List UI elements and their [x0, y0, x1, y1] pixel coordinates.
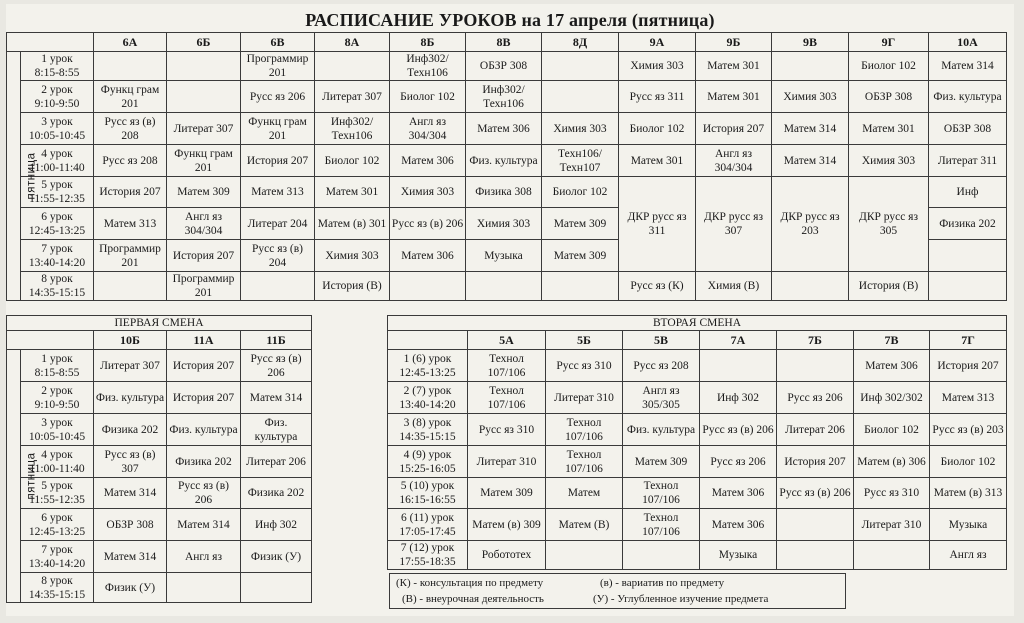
lesson-cell: Физика 308 [466, 177, 542, 208]
class-header: 10Б [94, 331, 167, 350]
lesson-cell: Русс яз 208 [94, 145, 167, 177]
lesson-cell: Химия 303 [315, 240, 390, 272]
lesson-cell: История (В) [849, 272, 929, 301]
lesson-number: 8 урок [41, 273, 73, 285]
legend-variative: (в) - вариатив по предмету [600, 577, 725, 589]
schedule-row [7, 573, 312, 603]
lesson-cell [167, 52, 241, 81]
lesson-cell: Русс яз (в) 208 [94, 113, 167, 145]
lesson-number: 8 урок [41, 574, 73, 587]
lesson-cell: Технол 107/106 [546, 414, 623, 446]
lesson-cell: Химия 303 [772, 81, 849, 113]
lesson-cell: Матем 301 [696, 52, 772, 81]
lesson-number: 6 урок [41, 511, 73, 524]
lesson-cell: Литерат 307 [167, 113, 241, 145]
class-header: 7Б [777, 331, 854, 350]
lesson-cell: Матем [546, 478, 623, 509]
class-header: 9А [619, 33, 696, 52]
period-cell [388, 382, 468, 414]
class-header: 5Б [546, 331, 623, 350]
period-cell [21, 272, 94, 301]
lesson-cell: Русс яз (в) 206 [167, 478, 241, 509]
lesson-cell: Биолог 102 [619, 113, 696, 145]
day-text: пятница [25, 152, 38, 200]
lesson-cell: Англ яз 305/305 [623, 382, 700, 414]
lesson-number: 5 урок [41, 480, 73, 492]
dkr-cell: ДКР русс яз 203 [772, 177, 849, 272]
lesson-cell: Матем 301 [849, 113, 929, 145]
dkr-cell: ДКР русс яз 311 [619, 177, 696, 272]
lesson-cell: ОБЗР 308 [929, 113, 1007, 145]
lesson-cell: История 207 [167, 350, 241, 382]
lesson-time: 12:45-13:25 [399, 366, 456, 379]
lesson-cell [167, 573, 241, 603]
lesson-number: 2 урок [41, 384, 73, 397]
lesson-cell: Русс яз 310 [546, 350, 623, 382]
first-shift-label: ПЕРВАЯ СМЕНА [7, 316, 312, 331]
lesson-cell: Физик (У) [241, 541, 312, 573]
lesson-cell: Русс яз (в) 204 [241, 240, 315, 272]
schedule-row [388, 382, 1007, 414]
lesson-cell: Музыка [466, 240, 542, 272]
lesson-cell: Биолог 102 [849, 52, 929, 81]
lesson-cell: Литерат 204 [241, 208, 315, 240]
lesson-cell: Технол 107/106 [623, 478, 700, 509]
day-label [7, 52, 38, 301]
lesson-cell: Технол 107/106 [468, 382, 546, 414]
lesson-cell: История 207 [777, 446, 854, 478]
class-header: 11Б [241, 331, 312, 350]
lesson-cell: Матем (в) 309 [468, 509, 546, 541]
class-header: 6Б [167, 33, 241, 52]
class-header: 8В [466, 33, 542, 52]
lesson-cell: Инф302/ Техн106 [390, 52, 466, 81]
schedule-row [7, 478, 312, 509]
lesson-cell: Русс яз (в) 206 [241, 350, 312, 382]
lesson-cell: Литерат 310 [854, 509, 930, 541]
lesson-cell [241, 573, 312, 603]
lesson-cell: Физик (У) [94, 573, 167, 603]
lesson-cell: Химия 303 [542, 113, 619, 145]
lesson-time: 11:00-11:40 [29, 161, 85, 174]
lesson-cell: Программир 201 [167, 272, 241, 301]
lesson-time: 11:00-11:40 [29, 462, 85, 475]
lesson-cell [772, 52, 849, 81]
lesson-cell: История 207 [696, 113, 772, 145]
lesson-cell: Программир 201 [94, 240, 167, 272]
lesson-cell: Русс яз (К) [619, 272, 696, 301]
lesson-cell: Русс яз 310 [468, 414, 546, 446]
class-header: 9Г [849, 33, 929, 52]
class-header: 5В [623, 331, 700, 350]
lesson-number: 2 урок [41, 83, 73, 96]
lesson-cell: Инф [929, 177, 1007, 208]
lesson-time: 14:35-15:15 [28, 287, 86, 299]
lesson-cell: Литерат 206 [777, 414, 854, 446]
lesson-number: 2 (7) урок [403, 384, 452, 397]
lesson-number: 3 (8) урок [403, 416, 452, 429]
lesson-cell: Матем 314 [772, 113, 849, 145]
lesson-cell: Физ. культура [929, 81, 1007, 113]
lesson-cell: Матем 309 [623, 446, 700, 478]
lesson-cell: Химия 303 [849, 145, 929, 177]
lesson-cell: Англ яз 304/304 [167, 208, 241, 240]
lesson-number: 7 урок [41, 242, 73, 255]
lesson-cell [772, 272, 849, 301]
lesson-cell: Физика 202 [929, 208, 1007, 240]
lesson-cell: Инф302/ Техн106 [466, 81, 542, 113]
lesson-cell: ОБЗР 308 [94, 509, 167, 541]
lesson-cell [167, 81, 241, 113]
lesson-time: 11:55-12:35 [29, 193, 85, 205]
lesson-cell: Биолог 102 [315, 145, 390, 177]
lesson-cell: Матем 314 [167, 509, 241, 541]
legend-extracurricular: (В) - внеурочная деятельность [402, 593, 544, 605]
lesson-number: 6 урок [41, 210, 73, 223]
schedule-row [7, 350, 312, 382]
lesson-cell: Матем 314 [772, 145, 849, 177]
lesson-cell: Биолог 102 [390, 81, 466, 113]
lesson-cell: Русс яз 310 [854, 478, 930, 509]
lesson-number: 7 урок [41, 543, 73, 556]
legend-advanced: (У) - Углубленное изучение предмета [593, 593, 769, 605]
class-header: 9В [772, 33, 849, 52]
lesson-cell: Функц грам 201 [241, 113, 315, 145]
lesson-cell: Матем (В) [546, 509, 623, 541]
lesson-cell: Русс яз 206 [241, 81, 315, 113]
lesson-cell [777, 541, 854, 570]
lesson-cell [542, 272, 619, 301]
lesson-cell: Матем 306 [390, 240, 466, 272]
lesson-time: 10:05-10:45 [28, 129, 86, 142]
second-shift-label: ВТОРАЯ СМЕНА [388, 316, 1007, 331]
lesson-cell [929, 272, 1007, 301]
lesson-cell [854, 541, 930, 570]
lesson-number: 4 урок [41, 147, 73, 160]
lesson-cell: Матем 314 [929, 52, 1007, 81]
lesson-cell: Химия 303 [390, 177, 466, 208]
period-cell [21, 52, 94, 81]
lesson-cell [623, 541, 700, 570]
lesson-number: 6 (11) урок [400, 511, 455, 524]
schedule-row [7, 414, 312, 446]
lesson-time: 9:10-9:50 [34, 97, 80, 110]
lesson-cell: Матем (в) 313 [930, 478, 1007, 509]
lesson-cell: Биолог 102 [542, 177, 619, 208]
lesson-cell [94, 52, 167, 81]
schedule-row [7, 145, 1007, 177]
lesson-cell: Музыка [700, 541, 777, 570]
schedule-row [7, 382, 312, 414]
lesson-time: 17:55-18:35 [399, 556, 456, 568]
lesson-cell: Русс яз (в) 307 [94, 446, 167, 478]
lesson-cell: Химия (В) [696, 272, 772, 301]
lesson-cell: Физ. культура [466, 145, 542, 177]
lesson-time: 16:15-16:55 [399, 494, 456, 506]
lesson-cell: Матем 306 [854, 350, 930, 382]
lesson-number: 4 (9) урок [403, 448, 452, 461]
period-cell [388, 541, 468, 570]
lesson-cell: Физ. культура [241, 414, 312, 446]
lesson-cell: Физика 202 [167, 446, 241, 478]
lesson-cell: Матем 309 [542, 240, 619, 272]
lesson-cell [542, 81, 619, 113]
schedule-row [388, 446, 1007, 478]
lesson-cell [241, 272, 315, 301]
lesson-number: 7 (12) урок [400, 542, 455, 554]
day-text: пятница [25, 452, 38, 500]
lesson-cell: Литерат 311 [929, 145, 1007, 177]
corner-cell [7, 331, 94, 350]
schedule-row [7, 177, 1007, 208]
period-cell [21, 382, 94, 414]
lesson-cell: Матем 313 [241, 177, 315, 208]
lesson-cell: Технол 107/106 [468, 350, 546, 382]
dkr-cell: ДКР русс яз 307 [696, 177, 772, 272]
lesson-cell [542, 52, 619, 81]
schedule-row [388, 414, 1007, 446]
lesson-cell [777, 350, 854, 382]
lesson-cell: Русс яз (в) 203 [930, 414, 1007, 446]
lesson-cell: Литерат 206 [241, 446, 312, 478]
legend [389, 573, 846, 609]
lesson-cell: Англ яз [167, 541, 241, 573]
schedule-row [7, 113, 1007, 145]
period-cell [388, 478, 468, 509]
lesson-cell: История 207 [94, 177, 167, 208]
lesson-cell: Матем 301 [315, 177, 390, 208]
class-header: 6А [94, 33, 167, 52]
lesson-time: 13:40-14:20 [28, 557, 86, 570]
lesson-cell: Матем 306 [390, 145, 466, 177]
lesson-cell: Матем 309 [468, 478, 546, 509]
lesson-cell: ОБЗР 308 [466, 52, 542, 81]
lesson-time: 14:35-15:15 [28, 588, 86, 601]
lesson-cell: Матем 301 [696, 81, 772, 113]
period-cell [388, 414, 468, 446]
lesson-cell: Литерат 310 [468, 446, 546, 478]
lesson-cell: История (В) [315, 272, 390, 301]
dkr-cell: ДКР русс яз 305 [849, 177, 929, 272]
lesson-cell: История 207 [930, 350, 1007, 382]
lesson-cell: Инф 302/302 [854, 382, 930, 414]
schedule-row [7, 81, 1007, 113]
day-label [7, 350, 38, 603]
class-header: 9Б [696, 33, 772, 52]
lesson-cell: Матем 314 [241, 382, 312, 414]
lesson-cell: Функц грам 201 [94, 81, 167, 113]
lesson-time: 10:05-10:45 [28, 430, 86, 443]
lesson-cell: Литерат 310 [546, 382, 623, 414]
lesson-cell: Англ яз 304/304 [696, 145, 772, 177]
class-header: 8А [315, 33, 390, 52]
lesson-cell: Функц грам 201 [167, 145, 241, 177]
lesson-cell: Музыка [930, 509, 1007, 541]
lesson-cell: Матем 309 [167, 177, 241, 208]
lesson-time: 13:40-14:20 [28, 256, 86, 269]
lesson-cell: Биолог 102 [930, 446, 1007, 478]
lesson-cell: Матем 313 [930, 382, 1007, 414]
lesson-time: 8:15-8:55 [34, 67, 80, 79]
lesson-cell: ОБЗР 308 [849, 81, 929, 113]
lesson-cell: Литерат 307 [315, 81, 390, 113]
schedule-row [388, 509, 1007, 541]
lesson-cell: Технол 107/106 [623, 509, 700, 541]
schedule-row [7, 52, 1007, 81]
schedule-row [7, 509, 312, 541]
lesson-cell [700, 350, 777, 382]
lesson-number: 1 урок [41, 53, 73, 65]
period-cell [21, 208, 94, 240]
lesson-cell [777, 509, 854, 541]
page-title: РАСПИСАНИЕ УРОКОВ на 17 апреля (пятница) [305, 10, 715, 30]
lesson-number: 3 урок [41, 416, 73, 429]
lesson-cell: Матем 306 [700, 509, 777, 541]
class-header: 6В [241, 33, 315, 52]
lesson-cell: Техн106/ Техн107 [542, 145, 619, 177]
lesson-cell: Русс яз (в) 206 [700, 414, 777, 446]
lesson-cell: Химия 303 [619, 52, 696, 81]
lesson-cell: Русс яз (в) 206 [390, 208, 466, 240]
lesson-cell [466, 272, 542, 301]
main-schedule-table [6, 32, 1007, 301]
lesson-number: 5 (10) урок [400, 480, 455, 492]
lesson-cell: Физ. культура [623, 414, 700, 446]
lesson-cell: Программир 201 [241, 52, 315, 81]
class-header: 7В [854, 331, 930, 350]
lesson-cell: Матем (в) 306 [854, 446, 930, 478]
lesson-cell: Англ яз [930, 541, 1007, 570]
lesson-cell [929, 240, 1007, 272]
lesson-cell: Матем 306 [700, 478, 777, 509]
lesson-cell: Матем 306 [466, 113, 542, 145]
lesson-time: 9:10-9:50 [34, 398, 80, 411]
lesson-cell: Англ яз 304/304 [390, 113, 466, 145]
legend-consultation: (К) - консультация по предмету [396, 577, 544, 589]
lesson-cell: Инф 302 [241, 509, 312, 541]
class-header: 7Г [930, 331, 1007, 350]
period-cell [21, 573, 94, 603]
lesson-cell: История 207 [167, 240, 241, 272]
lesson-time: 12:45-13:25 [28, 525, 86, 538]
lesson-time: 13:40-14:20 [399, 398, 456, 411]
schedule-row [388, 350, 1007, 382]
class-header: 8Б [390, 33, 466, 52]
class-header: 5А [468, 331, 546, 350]
lesson-cell: Робототех [468, 541, 546, 570]
lesson-cell: Физика 202 [241, 478, 312, 509]
period-cell [388, 350, 468, 382]
lesson-cell: Матем 314 [94, 478, 167, 509]
lesson-cell: Биолог 102 [854, 414, 930, 446]
lesson-time: 8:15-8:55 [34, 366, 80, 379]
lesson-cell: Инф302/ Техн106 [315, 113, 390, 145]
period-cell [21, 414, 94, 446]
second-shift-table [387, 315, 1007, 570]
class-header: 10А [929, 33, 1007, 52]
class-header: 7А [700, 331, 777, 350]
lesson-cell: Русс яз 311 [619, 81, 696, 113]
period-cell [21, 81, 94, 113]
lesson-cell: Матем 309 [542, 208, 619, 240]
first-shift-table [6, 315, 312, 603]
lesson-cell: Физ. культура [167, 414, 241, 446]
lesson-number: 1 урок [41, 352, 73, 365]
lesson-cell: Химия 303 [466, 208, 542, 240]
lesson-number: 5 урок [41, 179, 73, 191]
lesson-cell [390, 272, 466, 301]
lesson-cell: Инф 302 [700, 382, 777, 414]
lesson-number: 3 урок [41, 115, 73, 128]
lesson-time: 14:35-15:15 [399, 430, 456, 443]
lesson-number: 4 урок [41, 448, 73, 461]
corner-cell [7, 33, 94, 52]
schedule-row [7, 446, 312, 478]
lesson-cell: Матем 314 [94, 541, 167, 573]
period-cell [21, 509, 94, 541]
class-header: 8Д [542, 33, 619, 52]
period-cell [388, 446, 468, 478]
lesson-cell [546, 541, 623, 570]
lesson-cell: Русс яз 206 [777, 382, 854, 414]
lesson-time: 12:45-13:25 [28, 224, 86, 237]
schedule-row [388, 541, 1007, 570]
lesson-cell: Матем 301 [619, 145, 696, 177]
lesson-cell: Технол 107/106 [546, 446, 623, 478]
lesson-cell: Русс яз 208 [623, 350, 700, 382]
lesson-cell: История 207 [241, 145, 315, 177]
period-cell [21, 541, 94, 573]
lesson-cell: История 207 [167, 382, 241, 414]
schedule-row [7, 541, 312, 573]
lesson-cell: Русс яз (в) 206 [777, 478, 854, 509]
lesson-cell: Физ. культура [94, 382, 167, 414]
lesson-cell [315, 52, 390, 81]
lesson-cell: Матем 313 [94, 208, 167, 240]
schedule-row [7, 272, 1007, 301]
lesson-cell [94, 272, 167, 301]
corner-cell [388, 331, 468, 350]
lesson-time: 15:25-16:05 [399, 462, 456, 475]
lesson-cell: Литерат 307 [94, 350, 167, 382]
period-cell [21, 240, 94, 272]
period-cell [21, 113, 94, 145]
lesson-time: 11:55-12:35 [29, 494, 85, 506]
period-cell [21, 350, 94, 382]
lesson-time: 17:05-17:45 [399, 525, 456, 538]
period-cell [388, 509, 468, 541]
lesson-cell: Русс яз 206 [700, 446, 777, 478]
schedule-sheet [6, 4, 1014, 616]
lesson-cell: Матем (в) 301 [315, 208, 390, 240]
lesson-cell: Физика 202 [94, 414, 167, 446]
class-header: 11А [167, 331, 241, 350]
lesson-number: 1 (6) урок [403, 352, 452, 365]
schedule-row [388, 478, 1007, 509]
